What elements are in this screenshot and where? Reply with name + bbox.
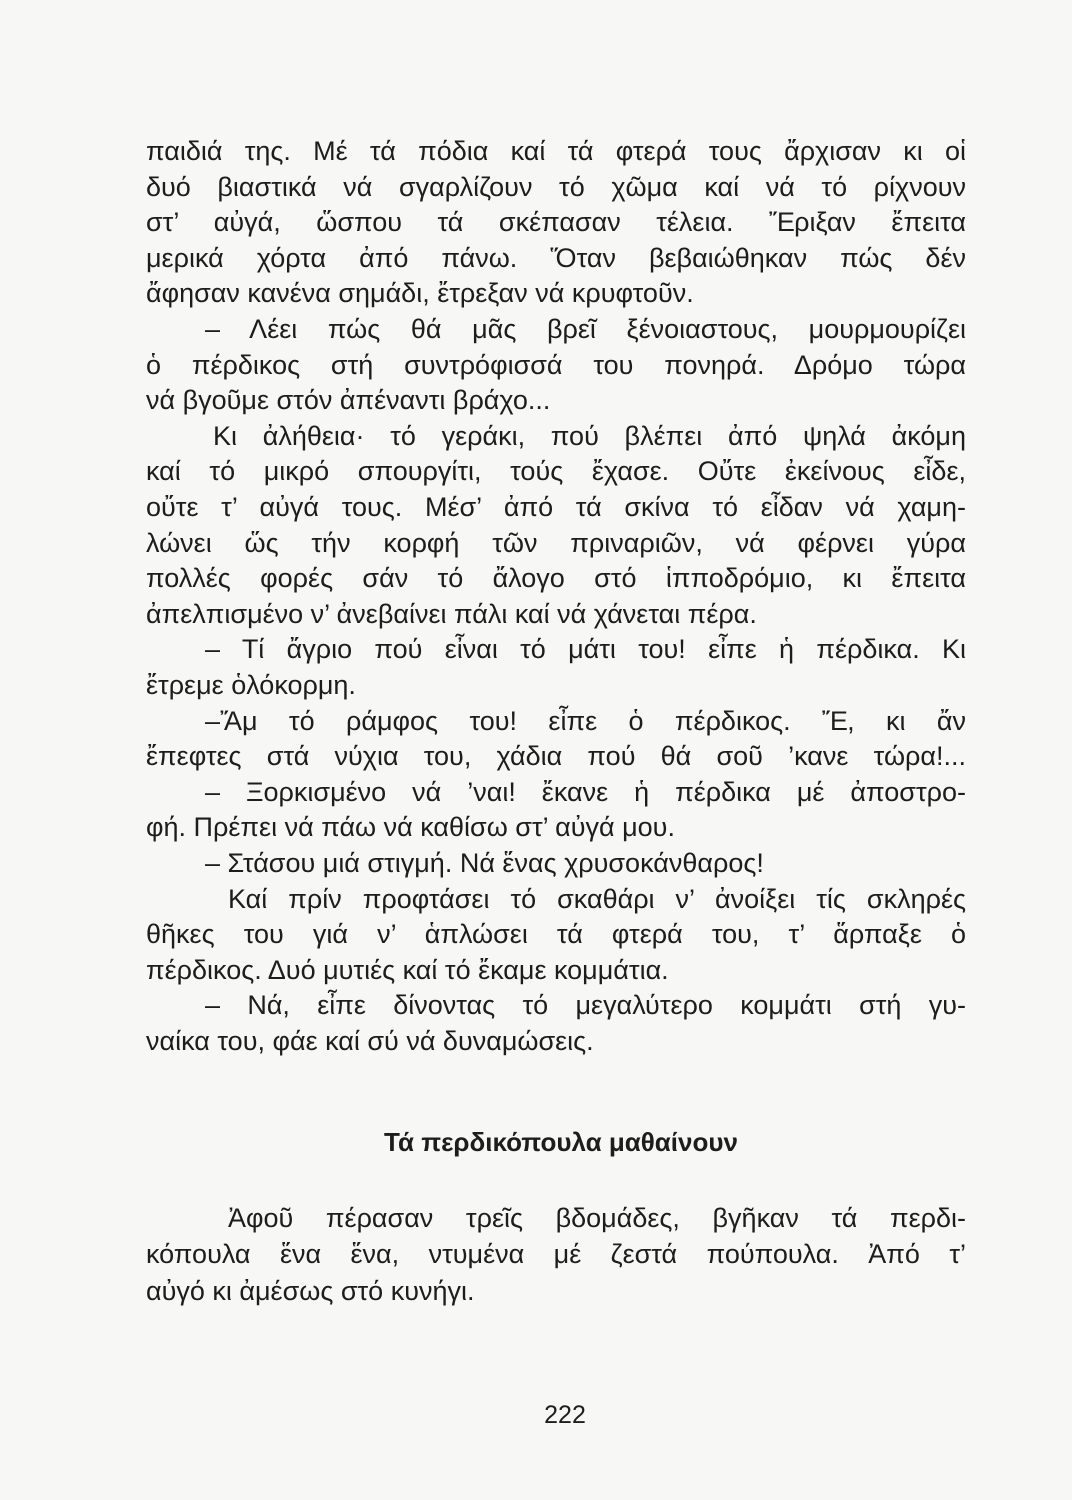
body-line: Καί πρίν προφτάσει τό σκαθάρι ν’ ἀνοίξει τίς σκληρές (228, 884, 966, 914)
body-line: οὔτε τ’ αὐγά τους. Μέσ’ ἀπό τά σκίνα τό εἶδαν νά χαμη- (146, 492, 966, 522)
body-line: – Τί ἄγριο πού εἶναι τό μάτι του! εἶπε ἡ πέρδικα. Κι (205, 634, 966, 664)
body-line: πολλές φορές σάν τό ἄλογο στό ἱπποδρόμιο, κι ἔπειτα (146, 563, 966, 593)
body-line: – Στάσου μιά στιγμή. Νά ἕνας χρυσοκάνθαρος! (205, 848, 764, 878)
body-line: ναίκα του, φάε καί σύ νά δυναμώσεις. (146, 1026, 594, 1056)
body-line: ἔπεφτες στά νύχια του, χάδια πού θά σοῦ ’κανε τώρα!... (146, 741, 966, 771)
body-line: ἄφησαν κανένα σημάδι, ἔτρεξαν νά κρυφτοῦν. (146, 278, 694, 308)
section-line: Ἀφοῦ πέρασαν τρεῖς βδομάδες, βγῆκαν τά περδι- (228, 1203, 966, 1233)
body-line: ὁ πέρδικος στή συντρόφισσά του πονηρά. Δρόμο τώρα (146, 350, 966, 380)
body-line: ἀπελπισμένο ν’ ἀνεβαίνει πάλι καί νά χάνεται πέρα. (146, 599, 757, 629)
body-line: δυό βιαστικά νά σγαρλίζουν τό χῶμα καί νά τό ρίχνουν (146, 172, 966, 202)
section-line: αὐγό κι ἀμέσως στό κυνήγι. (146, 1276, 475, 1306)
body-line: Κι ἀλήθεια· τό γεράκι, πού βλέπει ἀπό ψηλά ἀκόμη (213, 421, 966, 451)
page-number: 222 (544, 1401, 586, 1429)
body-line: πέρδικος. Δυό μυτιές καί τό ἔκαμε κομμάτια. (146, 955, 669, 985)
body-line: μερικά χόρτα ἀπό πάνω. Ὅταν βεβαιώθηκαν πώς δέν (146, 243, 966, 273)
body-line: – Νά, εἶπε δίνοντας τό μεγαλύτερο κομμάτι στή γυ- (205, 990, 966, 1020)
body-line: παιδιά της. Μέ τά πόδια καί τά φτερά τους ἄρχισαν κι οἱ (146, 136, 966, 166)
body-line: θῆκες του γιά ν’ ἁπλώσει τά φτερά του, τ’ ἅρπαξε ὁ (146, 919, 966, 949)
body-line: –Ἄμ τό ράμφος του! εἶπε ὁ πέρδικος. Ἔ, κι ἄν (205, 706, 966, 736)
body-line: – Ξορκισμένο νά ’ναι! ἔκανε ἡ πέρδικα μέ ἀποστρο- (205, 777, 966, 807)
body-line: στ’ αὐγά, ὥσπου τά σκέπασαν τέλεια. Ἔριξαν ἔπειτα (146, 207, 966, 237)
body-line: – Λέει πώς θά μᾶς βρεῖ ξένοιαστους, μουρμουρίζει (205, 314, 966, 344)
section-line: κόπουλα ἕνα ἕνα, ντυμένα μέ ζεστά πούπουλα. Ἀπό τ’ (146, 1239, 966, 1269)
body-line: νά βγοῦμε στόν ἀπέναντι βράχο... (146, 385, 551, 415)
body-line: φή. Πρέπει νά πάω νά καθίσω στ’ αὐγά μου. (146, 812, 675, 842)
body-line: καί τό μικρό σπουργίτι, τούς ἔχασε. Οὔτε ἐκείνους εἶδε, (146, 456, 966, 486)
body-line: ἔτρεμε ὁλόκορμη. (146, 670, 356, 700)
body-line: λώνει ὥς τήν κορφή τῶν πριναριῶν, νά φέρνει γύρα (146, 528, 966, 558)
section-heading: Τά περδικόπουλα μαθαίνουν (384, 1127, 738, 1157)
